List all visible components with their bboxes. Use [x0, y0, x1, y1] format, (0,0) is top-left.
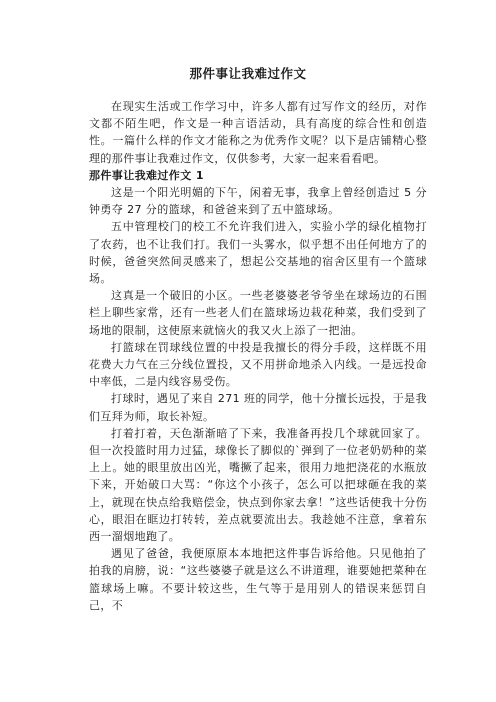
section-heading: 那件事让我难过作文 1	[89, 168, 204, 182]
paragraph: 打球时，遇见了来自 271 班的同学，他十分擅长远投，于是我们互拜为师，取长补短。	[89, 392, 427, 423]
paragraph: 五中管理校门的校工不允许我们进入，实验小学的绿化植物打了农药，也不让我们打。我们一头雾水，似乎想不出任何地方了的时候，爸爸突然间灵感来了，想起公交基地的宿舍区里有一个篮球场。	[89, 220, 427, 286]
paragraph: 打篮球在罚球线位置的中投是我擅长的得分手段，这样既不用花费大力气在三分线位置投，又不用拼命地杀入内线。一是远投命中率低，二是内线容易受伤。	[89, 340, 427, 389]
intro-paragraph: 在现实生活或工作学习中，许多人都有过写作文的经历，对作文都不陌生吧，作文是一种言语活动，具有高度的综合性和创造性。一篇什么样的作文才能称之为优秀作文呢？以下是店铺精心整理的那件事让我难过作文，仅供参考，大家一起来看看吧。	[89, 100, 427, 165]
document-body	[0, 98, 496, 614]
paragraph: 遇见了爸爸，我便原原本本地把这件事告诉给他。只见他拍了拍我的肩膀，说：“这些婆婆子就是这么不讲道理，谁要她把菜种在篮球场上嘛。不要计较这些，生气等于是用别人的错误来惩罚自己，不	[89, 547, 427, 612]
paragraph: 这是一个阳光明媚的下午，闲着无事，我拿上曾经创造过 5 分钟勇夺 27 分的篮球，和爸爸来到了五中篮球场。	[89, 186, 427, 217]
paragraph: 这真是一个破旧的小区。一些老婆婆老爷爷坐在球场边的石围栏上聊些家常，还有一些老人们在篮球场边栽花种菜，我们受到了场地的限制，这使原来就恼火的我又火上添了一把油。	[89, 289, 427, 337]
paragraph: 打着打着，天色渐渐暗了下来，我准备再投几个球就回家了。但一次投篮时用力过猛，球像长了脚似的`弹到了一位老奶奶种的菜上上。她的眼里放出凶光，嘴撅了起来，很用力地把浇花的水瓶放下来，开始破口大骂：“你这个小孩子，怎么可以把球砸在我的菜上，就现在快点给我赔偿金，快点到你家去拿！”这些话使我十分伤心，眼泪在眶边打转转，差点就要流出去。我趁她不注意，拿着东西一溜烟地跑了。	[89, 426, 427, 544]
document-title: 那件事让我难过作文	[189, 66, 307, 81]
